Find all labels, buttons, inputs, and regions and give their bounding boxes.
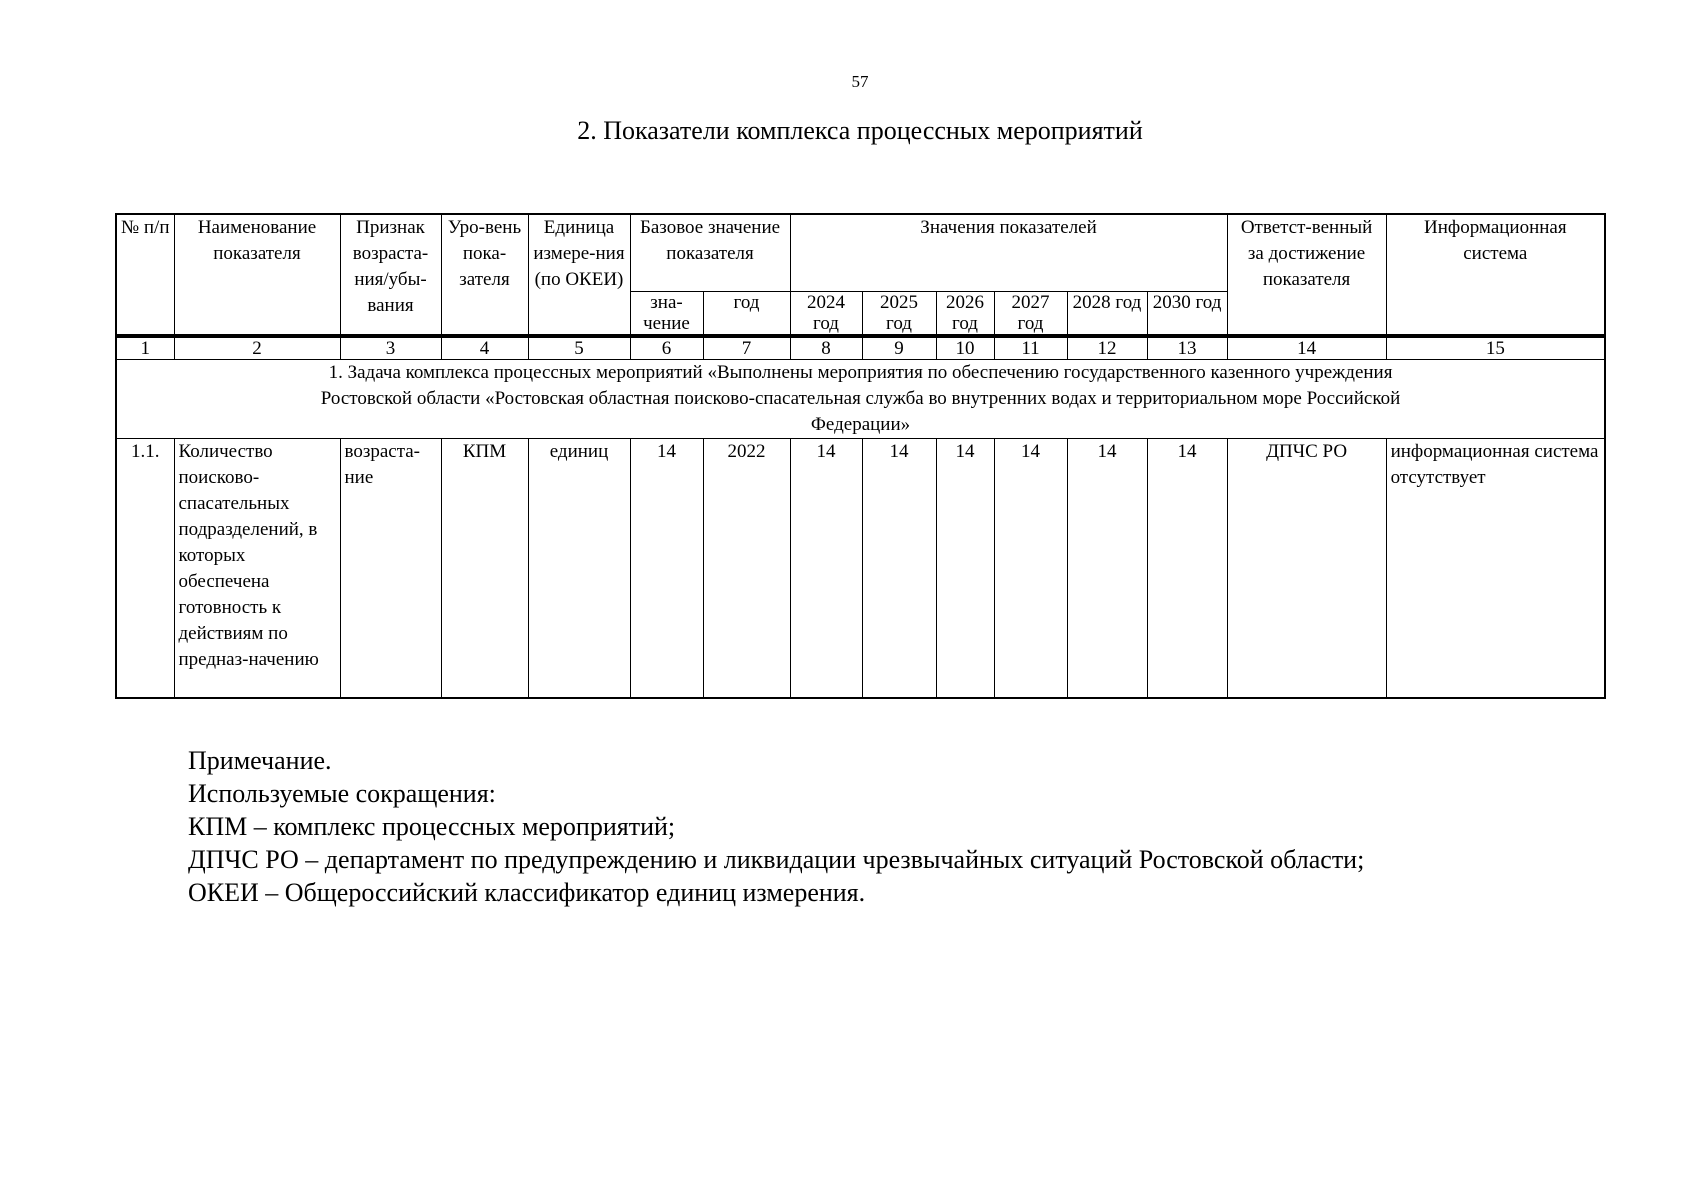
notes-heading: Примечание. bbox=[188, 746, 332, 775]
header-base-year: год bbox=[703, 292, 790, 337]
column-number: 12 bbox=[1067, 336, 1147, 360]
header-year: 2030 год bbox=[1147, 292, 1227, 337]
value-cell: 14 bbox=[862, 439, 936, 699]
column-number: 11 bbox=[994, 336, 1067, 360]
column-number: 9 bbox=[862, 336, 936, 360]
column-number: 10 bbox=[936, 336, 994, 360]
abbreviations-title: Используемые сокращения: bbox=[188, 779, 496, 808]
column-number: 15 bbox=[1386, 336, 1605, 360]
table-row bbox=[116, 439, 1605, 699]
header-year: 2028 год bbox=[1067, 292, 1147, 337]
header-base: Базовое значение показателя bbox=[630, 214, 790, 292]
notes bbox=[188, 744, 1364, 909]
header-info-system: Информационная система bbox=[1386, 214, 1605, 336]
info-system-cell: информационная система отсутствует bbox=[1386, 439, 1605, 699]
column-number: 4 bbox=[441, 336, 528, 360]
responsible-cell: ДПЧС РО bbox=[1227, 439, 1386, 699]
value-cell: 14 bbox=[790, 439, 862, 699]
header-responsible: Ответст-венный за достижение показателя bbox=[1227, 214, 1386, 336]
value-cell: 14 bbox=[1147, 439, 1227, 699]
header-num: № п/п bbox=[116, 214, 174, 336]
column-number: 13 bbox=[1147, 336, 1227, 360]
column-number-row bbox=[116, 336, 1605, 360]
page-title: 2. Показатели комплекса процессных мероприятий bbox=[577, 116, 1143, 145]
task-title: 1. Задача комплекса процессных мероприятий «Выполнены мероприятия по обеспечению государственного казенного учреждения Ростовской области «Ростовская областная поисково-спасательная служба во внутренних водах и территориальном море Российской Федерации» bbox=[116, 360, 1605, 439]
value-cell: 14 bbox=[994, 439, 1067, 699]
column-number: 1 bbox=[116, 336, 174, 360]
column-number: 3 bbox=[340, 336, 441, 360]
header-level: Уро-вень пока-зателя bbox=[441, 214, 528, 336]
row-number: 1.1. bbox=[116, 439, 174, 699]
column-number: 7 bbox=[703, 336, 790, 360]
task-row bbox=[116, 360, 1605, 439]
header-year: 2024 год bbox=[790, 292, 862, 337]
value-cell: 14 bbox=[936, 439, 994, 699]
value-cell: 14 bbox=[1067, 439, 1147, 699]
column-number: 6 bbox=[630, 336, 703, 360]
header-values: Значения показателей bbox=[790, 214, 1227, 292]
abbreviation-item: ДПЧС РО – департамент по предупреждению и ликвидации чрезвычайных ситуаций Ростовской области; bbox=[188, 845, 1365, 874]
indicators-table bbox=[115, 213, 1606, 699]
header-name: Наименование показателя bbox=[174, 214, 340, 336]
unit-cell: единиц bbox=[528, 439, 630, 699]
base-year-cell: 2022 bbox=[703, 439, 790, 699]
abbreviation-item: ОКЕИ – Общероссийский классификатор единиц измерения. bbox=[188, 878, 866, 907]
header-year: 2025 год bbox=[862, 292, 936, 337]
header-unit: Единица измере-ния (по ОКЕИ) bbox=[528, 214, 630, 336]
abbreviation-item: КПМ – комплекс процессных мероприятий; bbox=[188, 812, 676, 841]
level-cell: КПМ bbox=[441, 439, 528, 699]
base-value-cell: 14 bbox=[630, 439, 703, 699]
header-row bbox=[116, 214, 1605, 292]
column-number: 8 bbox=[790, 336, 862, 360]
header-year: 2026 год bbox=[936, 292, 994, 337]
header-base-value: зна-чение bbox=[630, 292, 703, 337]
page-number: 57 bbox=[851, 72, 869, 91]
column-number: 5 bbox=[528, 336, 630, 360]
header-trend: Признак возраста-ния/убы-вания bbox=[340, 214, 441, 336]
column-number: 14 bbox=[1227, 336, 1386, 360]
column-number: 2 bbox=[174, 336, 340, 360]
indicator-name: Количество поисково-спасательных подразделений, в которых обеспечена готовность к действиям по предназ-начению bbox=[174, 439, 340, 699]
header-year: 2027 год bbox=[994, 292, 1067, 337]
trend-cell: возраста-ние bbox=[340, 439, 441, 699]
